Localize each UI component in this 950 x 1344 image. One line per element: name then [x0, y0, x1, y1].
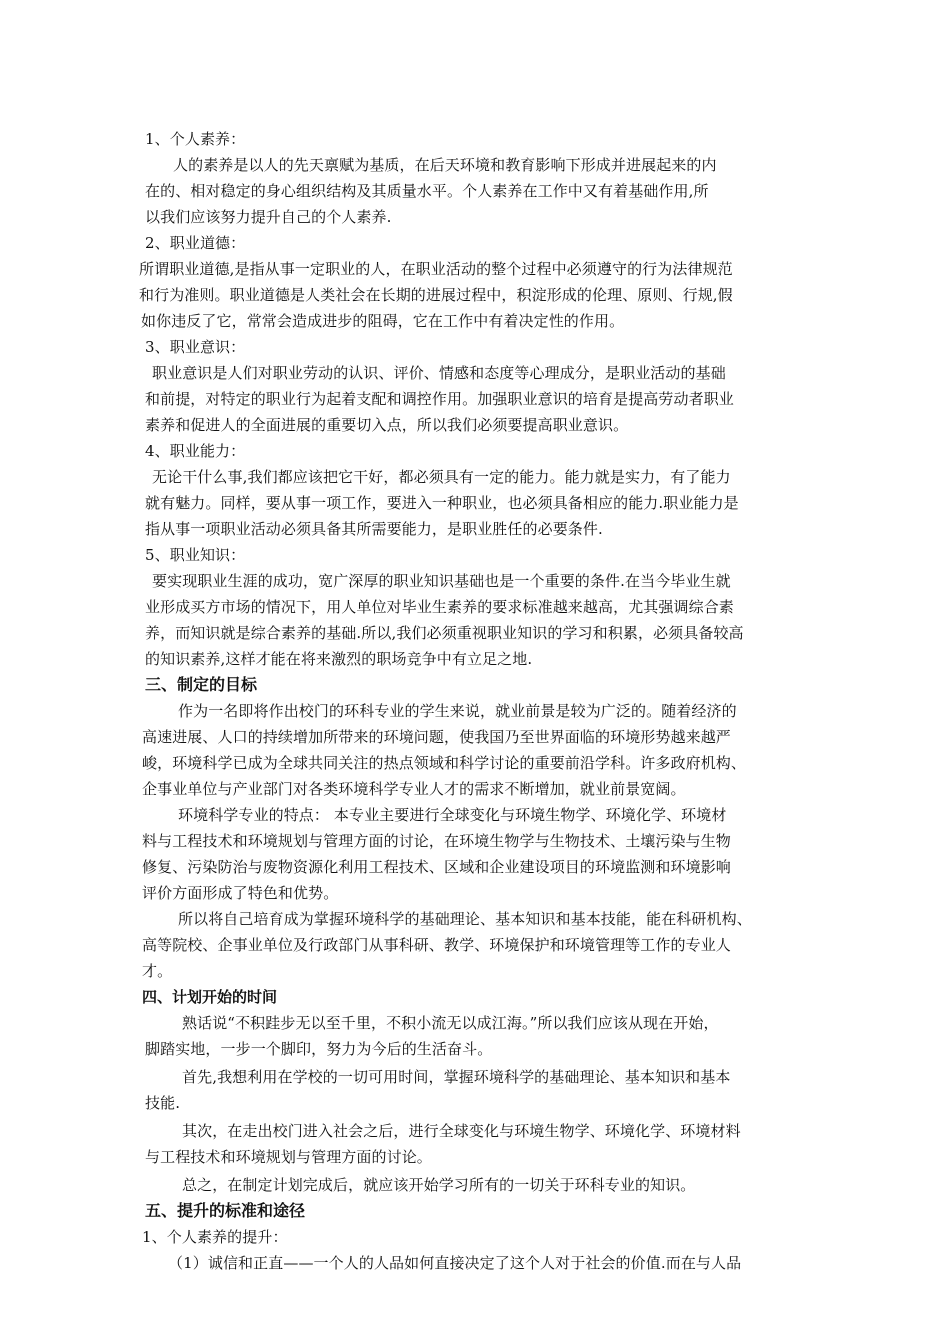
text-line: 职业意识是人们对职业劳动的认识、评价、情感和态度等心理成分，是职业活动的基础 [152, 364, 726, 382]
text-line: 4、职业能力： [145, 442, 246, 460]
text-line: 作为一名即将作出校门的环科专业的学生来说，就业前景是较为广泛的。随着经济的 [178, 702, 737, 720]
text-line: 与工程技术和环境规划与管理方面的讨论。 [145, 1148, 432, 1166]
text-line: 素养和促进人的全面进展的重要切入点，所以我们必须要提高职业意识。 [145, 416, 629, 434]
text-line: 高等院校、企事业单位及行政部门从事科研、教学、环境保护和环境管理等工作的专业人 [142, 936, 731, 954]
text-line: 的知识素养,这样才能在将来激烈的职场竞争中有立足之地. [145, 650, 533, 668]
text-line: 所谓职业道德,是指从事一定职业的人，在职业活动的整个过程中必须遵守的行为法律规范 [139, 260, 733, 278]
text-line: 脚踏实地，一步一个脚印，努力为今后的生活奋斗。 [145, 1040, 493, 1058]
text-line: 要实现职业生涯的成功，宽广深厚的职业知识基础也是一个重要的条件.在当今毕业生就 [152, 572, 731, 590]
text-line: 其次，在走出校门进入社会之后，进行全球变化与环境生物学、环境化学、环境材料 [182, 1122, 741, 1140]
text-line: 业形成买方市场的情况下，用人单位对毕业生素养的要求标准越来越高，尤其强调综合素 [145, 598, 734, 616]
text-line: 技能. [145, 1094, 181, 1112]
text-line: 所以将自己培育成为掌握环境科学的基础理论、基本知识和基本技能，能在科研机构、 [178, 910, 752, 928]
text-line: 在的、相对稳定的身心组织结构及其质量水平。个人素养在工作中又有着基础作用,所 [145, 182, 709, 200]
text-line: 1、个人素养的提升： [142, 1228, 288, 1246]
text-line: 无论干什么事,我们都应该把它干好，都必须具有一定的能力。能力就是实力，有了能力 [152, 468, 731, 486]
text-line: 如你违反了它，常常会造成进步的阻碍，它在工作中有着决定性的作用。 [141, 312, 625, 330]
text-line: 评价方面形成了特色和优势。 [142, 884, 339, 902]
text-line: 指从事一项职业活动必须具备其所需要能力，是职业胜任的必要条件. [145, 520, 603, 538]
text-line: 1、个人素养： [145, 130, 246, 148]
text-line: 峻，环境科学已成为全球共同关注的热点领域和科学讨论的重要前沿学科。许多政府机构、 [142, 754, 747, 772]
text-line: 企事业单位与产业部门对各类环境科学专业人才的需求不断增加，就业前景宽阔。 [142, 780, 686, 798]
section-heading: 五、提升的标准和途径 [145, 1201, 306, 1220]
text-line: 高速进展、人口的持续增加所带来的环境问题，使我国乃至世界面临的环境形势越来越严 [142, 728, 731, 746]
text-line: 和行为准则。职业道德是人类社会在长期的进展过程中，积淀形成的伦理、原则、行规,假 [139, 286, 733, 304]
text-line: 就有魅力。同样，要从事一项工作，要进入一种职业，也必须具备相应的能力.职业能力是 [145, 494, 739, 512]
text-line: 熟话说“不积跬步无以至千里，不积小流无以成江海。”所以我们应该从现在开始， [182, 1014, 719, 1032]
text-line: 2、职业道德： [145, 234, 246, 252]
text-line: 3、职业意识： [145, 338, 246, 356]
text-line: 人的素养是以人的先天禀赋为基质，在后天环境和教育影响下形成并进展起来的内 [173, 156, 717, 174]
text-line: 5、职业知识： [145, 546, 246, 564]
text-line: 和前提，对特定的职业行为起着支配和调控作用。加强职业意识的培育是提高劳动者职业 [145, 390, 734, 408]
text-line: 养，而知识就是综合素养的基础.所以,我们必须重视职业知识的学习和积累，必须具备较高 [145, 624, 744, 642]
text-line: 才。 [142, 962, 173, 980]
text-line: 修复、污染防治与废物资源化利用工程技术、区域和企业建设项目的环境监测和环境影响 [142, 858, 731, 876]
text-line: 首先,我想利用在学校的一切可用时间，掌握环境科学的基础理论、基本知识和基本 [182, 1068, 731, 1086]
text-line: 总之，在制定计划完成后，就应该开始学习所有的一切关于环科专业的知识。 [182, 1176, 696, 1194]
text-line: 料与工程技术和环境规划与管理方面的讨论，在环境生物学与生物技术、土壤污染与生物 [142, 832, 731, 850]
text-line: 环境科学专业的特点： 本专业主要进行全球变化与环境生物学、环境化学、环境材 [178, 806, 727, 824]
section-heading: 三、制定的目标 [145, 675, 258, 694]
text-line: 以我们应该努力提升自己的个人素养. [145, 208, 392, 226]
section-heading: 四、计划开始的时间 [142, 988, 278, 1006]
text-line: （1）诚信和正直——一个人的人品如何直接决定了这个人对于社会的价值.而在与人品 [168, 1254, 742, 1272]
